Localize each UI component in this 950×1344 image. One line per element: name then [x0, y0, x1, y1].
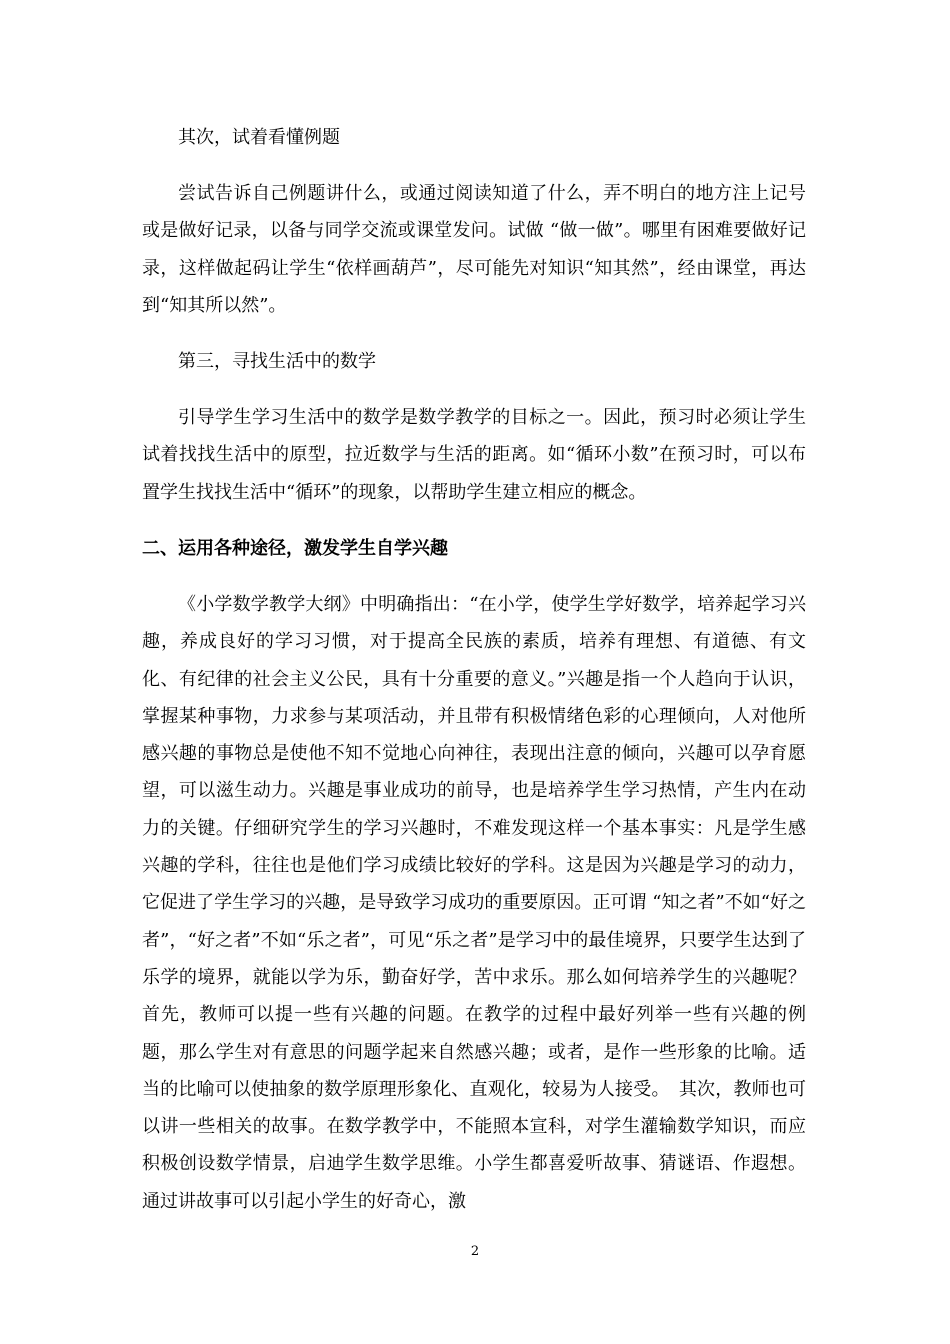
section-heading: 二、运用各种途径，激发学生自学兴趣	[142, 538, 448, 559]
page-number: 2	[470, 1244, 480, 1259]
paragraph-interest-body: 《小学数学教学大纲》中明确指出：“在小学，使学生学好数学，培养起学习兴趣，养成良好的学习习惯，对于提高全民族的素质，培养有理想、有道德、有文化、有纪律的社会主义公民，具有十分重要的意义。”兴趣是指一个人趋向于认识，掌握某种事物，力求参与某项活动，并且带有积极情绪色彩的心理倾向，人对他所感兴趣的事物总是使他不知不觉地心向神往，表现出注意的倾向，兴趣可以孕育愿望，可以滋生动力。兴趣是事业成功的前导，也是培养学生学习热情，产生内在动力的关键。仔细研究学生的学习兴趣时，不难发现这样一个基本事实：凡是学生感兴趣的学科，往往也是他们学习成绩比较好的学科。这是因为兴趣是学习的动力，它促进了学生学习的兴趣，是导致学习成功的重要原因。正可谓 “知之者”不如“好之者”，“好之者”不如“乐之者”，可见“乐之者”是学习中的最佳境界，只要学生达到了乐学的境界，就能以学为乐，勤奋好学，苦中求乐。那么如何培养学生的兴趣呢？ 首先，教师可以提一些有兴趣的问题。在教学的过程中最好列举一些有兴趣的例题，那么学生对有意思的问题学起来自然感兴趣；或者，是作一些形象的比喻。适当的比喻可以使抽象的数学原理形象化、直观化，较易为人接受。 其次，教师也可以讲一些相关的故事。在数学教学中，不能照本宣科，对学生灌输数学知识，而应积极创设数学情景，启迪学生数学思维。小学生都喜爱听故事、猜谜语、作遐想。通过讲故事可以引起小学生的好奇心，激	[142, 594, 830, 1212]
paragraph-subheading-life-math: 第三，寻找生活中的数学	[178, 351, 376, 372]
paragraph-subheading-examples: 其次，试着看懂例题	[178, 127, 340, 148]
paragraph-examples-body: 尝试告诉自己例题讲什么，或通过阅读知道了什么，弄不明白的地方注上记号或是做好记录，以备与同学交流或课堂发问。试做 “做一做”。哪里有困难要做好记录，这样做起码让学生“依样画葫芦”，尽可能先对知识“知其然”，经由课堂，再达到“知其所以然”。	[142, 183, 806, 316]
paragraph-life-math-body: 引导学生学习生活中的数学是数学教学的目标之一。因此，预习时必须让学生试着找找生活中的原型，拉近数学与生活的距离。如“循环小数”在预习时，可以布置学生找找生活中“循环”的现象，以帮助学生建立相应的概念。	[142, 407, 806, 503]
